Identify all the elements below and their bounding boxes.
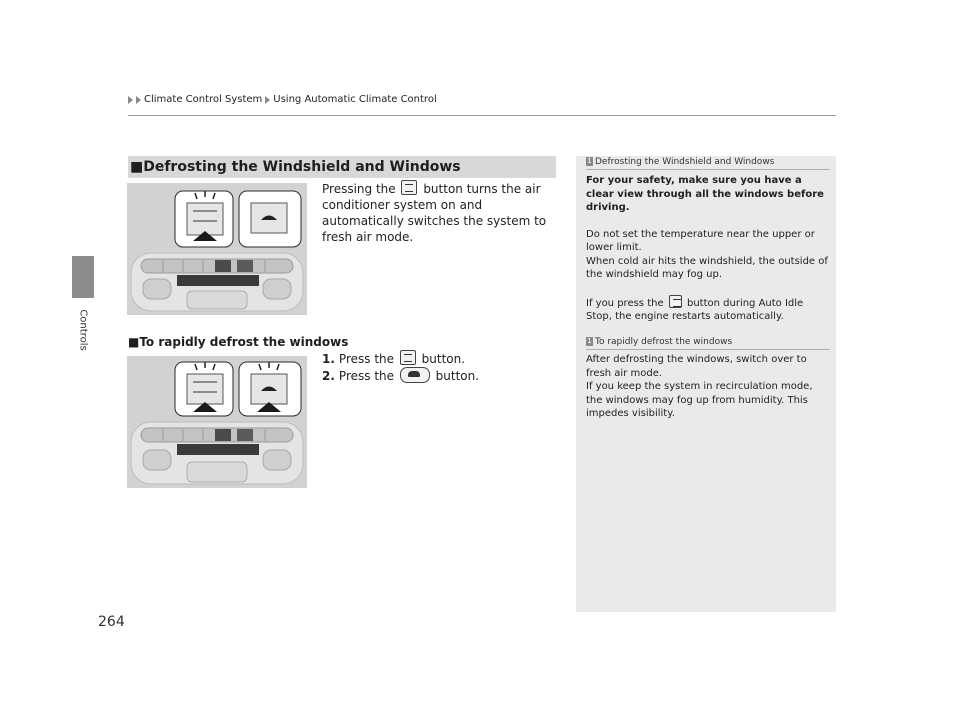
- step-number: 1.: [322, 352, 335, 366]
- note-text: If you press the: [586, 297, 664, 309]
- front-defrost-icon: [400, 350, 416, 365]
- header-divider: [128, 115, 836, 116]
- step-text: button.: [435, 369, 480, 383]
- note-body: [586, 174, 830, 324]
- step-text: Press the: [338, 352, 395, 366]
- note-body: [586, 353, 830, 421]
- section-title: ■Defrosting the Windshield and Windows: [130, 159, 461, 175]
- intro-text-end: button turns the air conditioner system on and automatically switches the system to fresh air mode.: [322, 182, 547, 244]
- note-title: Defrosting the Windshield and Windows: [595, 157, 775, 167]
- note-number-badge: 1: [587, 157, 592, 165]
- note-text: button during Auto Idle Stop, the engine restarts automatically.: [586, 297, 804, 322]
- note-paragraph: Do not set the temperature near the upper or lower limit.: [586, 228, 815, 253]
- note-paragraph: [586, 295, 830, 324]
- note-divider: [586, 169, 830, 170]
- intro-paragraph: [322, 180, 552, 245]
- step-text: Press the: [338, 369, 395, 383]
- breadcrumb-item[interactable]: Climate Control System: [144, 94, 263, 105]
- side-tab-marker: [72, 256, 94, 298]
- climate-panel-figure-1: [127, 183, 307, 315]
- breadcrumb: [128, 94, 437, 105]
- page-number: 264: [98, 614, 125, 630]
- section-header: [128, 156, 556, 178]
- climate-panel-figure-2: [127, 356, 307, 488]
- step-list: [322, 350, 552, 384]
- note-divider: [586, 349, 830, 350]
- note-heading: [586, 337, 732, 347]
- breadcrumb-arrow-icon: [265, 96, 270, 104]
- subsection-heading: ■To rapidly defrost the windows: [128, 335, 349, 349]
- step-text: button.: [421, 352, 466, 366]
- breadcrumb-arrow-icon: [136, 96, 141, 104]
- side-tab-text: Controls: [77, 309, 89, 351]
- note-paragraph: If you keep the system in recirculation mode, the windows may fog up from humidity. This impedes visibility.: [586, 381, 813, 419]
- note-paragraph: When cold air hits the windshield, the outside of the windshield may fog up.: [586, 255, 828, 280]
- front-defrost-icon: [669, 295, 682, 308]
- side-tab-label: [72, 300, 94, 360]
- note-paragraph: After defrosting the windows, switch over to fresh air mode.: [586, 354, 807, 379]
- note-title: To rapidly defrost the windows: [595, 337, 733, 347]
- breadcrumb-arrow-icon: [128, 96, 133, 104]
- step-item: [322, 350, 552, 367]
- note-heading: [586, 157, 774, 167]
- front-defrost-icon: [401, 180, 417, 195]
- intro-text-start: Pressing the: [322, 182, 396, 196]
- breadcrumb-item[interactable]: Using Automatic Climate Control: [273, 94, 437, 105]
- safety-warning: For your safety, make sure you have a clear view through all the windows before driving.: [586, 175, 824, 213]
- fresh-air-mode-icon: [400, 367, 430, 383]
- note-number-badge: 1: [587, 337, 592, 345]
- step-item: [322, 367, 552, 384]
- step-number: 2.: [322, 369, 335, 383]
